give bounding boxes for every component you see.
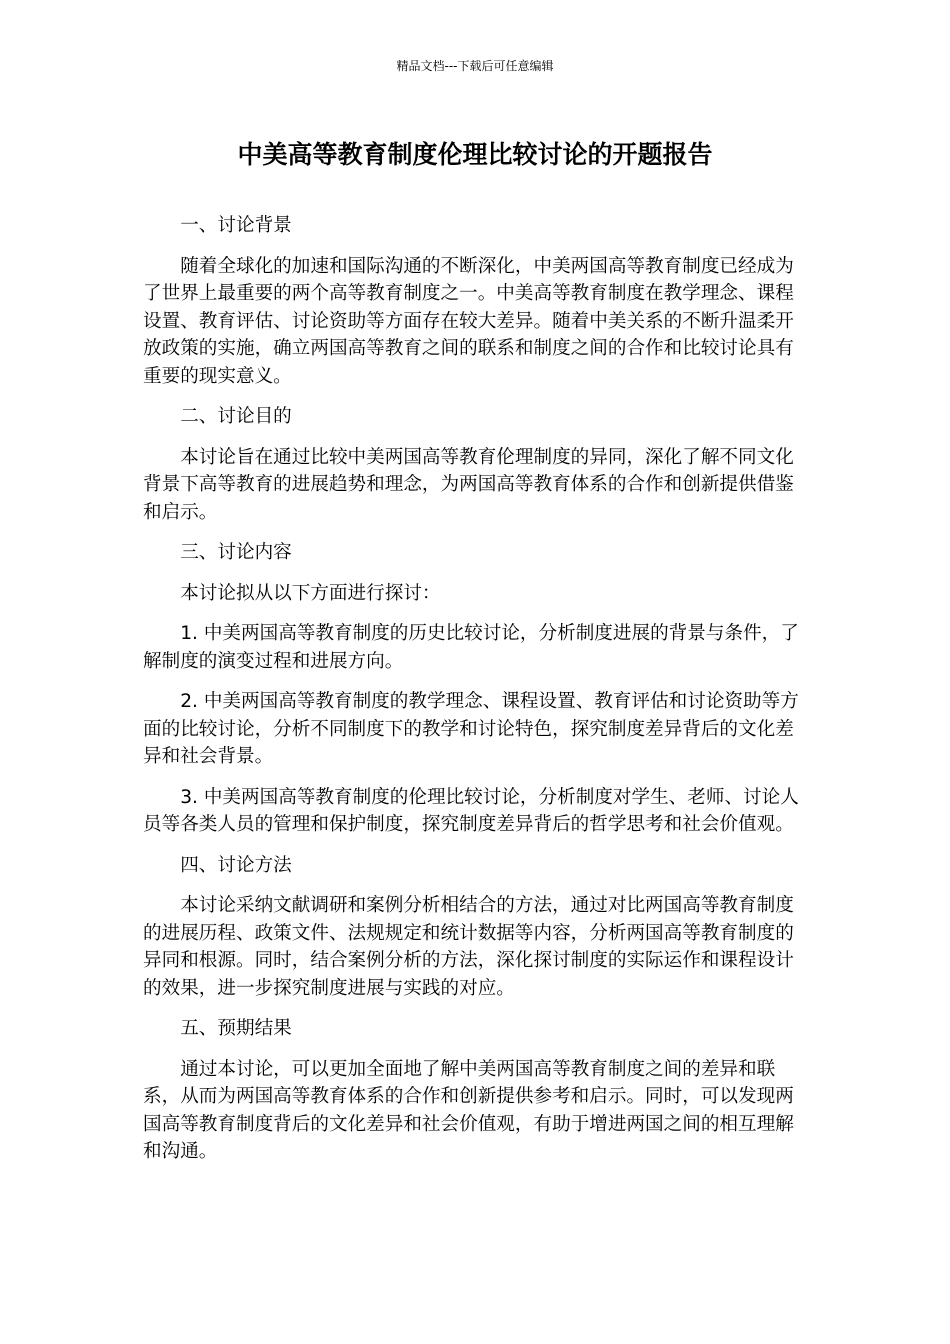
section-heading-background: 一、讨论背景 <box>180 215 292 236</box>
document-title: 中美高等教育制度伦理比较讨论的开题报告 <box>237 140 713 169</box>
paragraph-background: 随着全球化的加速和国际沟通的不断深化，中美两国高等教育制度已经成为了世界上最重要的两个高等教育制度之一。中美高等教育制度在教学理念、课程设置、教育评估、讨论资助等方面存在较大差异。随着中美关系的不断升温柔开放政策的实施，确立两国高等教育之间的联系和制度之间的合作和比较讨论具有重要的现实意义。 <box>143 255 794 387</box>
paragraph-content-item-3: 3. 中美两国高等教育制度的伦理比较讨论，分析制度对学生、老师、讨论人员等各类人员的管理和保护制度，探究制度差异背后的哲学思考和社会价值观。 <box>143 786 799 835</box>
paragraph-content-item-1: 1. 中美两国高等教育制度的历史比较讨论，分析制度进展的背景与条件，了解制度的演变过程和进展方向。 <box>143 623 799 672</box>
section-heading-expected-results: 五、预期结果 <box>180 1018 292 1039</box>
section-heading-purpose: 二、讨论目的 <box>180 406 292 427</box>
section-heading-content: 三、讨论内容 <box>180 542 292 563</box>
paragraph-content-intro: 本讨论拟从以下方面进行探讨： <box>180 582 441 604</box>
paragraph-content-item-2: 2. 中美两国高等教育制度的教学理念、课程设置、教育评估和讨论资助等方面的比较讨论，分析不同制度下的教学和讨论特色，探究制度差异背后的文化差异和社会背景。 <box>143 691 799 767</box>
paragraph-method: 本讨论采纳文献调研和案例分析相结合的方法，通过对比两国高等教育制度的进展历程、政策文件、法规规定和统计数据等内容，分析两国高等教育制度的异同和根源。同时，结合案例分析的方法，深化探讨制度的实际运作和课程设计的效果，进一步探究制度进展与实践的对应。 <box>143 895 794 999</box>
paragraph-expected-results: 通过本讨论，可以更加全面地了解中美两国高等教育制度之间的差异和联系，从而为两国高等教育体系的合作和创新提供参考和启示。同时，可以发现两国高等教育制度背后的文化差异和社会价值观，有助于增进两国之间的相互理解和沟通。 <box>143 1058 794 1162</box>
header-note: 精品文档---下载后可任意编辑 <box>396 59 554 73</box>
section-heading-method: 四、讨论方法 <box>180 854 292 876</box>
paragraph-purpose: 本讨论旨在通过比较中美两国高等教育伦理制度的异同，深化了解不同文化背景下高等教育的进展趋势和理念，为两国高等教育体系的合作和创新提供借鉴和启示。 <box>143 446 794 523</box>
document-body <box>143 212 803 1179</box>
